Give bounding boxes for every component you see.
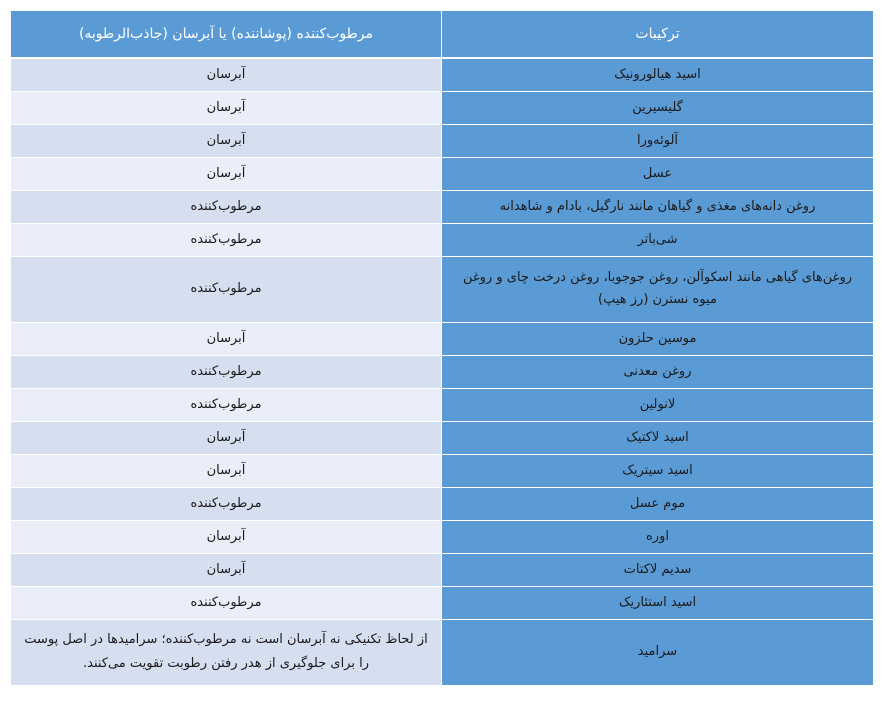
table-row — [11, 619, 874, 685]
type-cell: آبرسان — [11, 58, 442, 91]
type-cell: مرطوب‌کننده — [11, 223, 442, 256]
table-row — [11, 322, 874, 355]
type-cell: آبرسان — [11, 124, 442, 157]
ingredient-cell: اسید استئاریک — [442, 586, 874, 619]
type-cell: آبرسان — [11, 454, 442, 487]
table-row — [11, 454, 874, 487]
type-cell: مرطوب‌کننده — [11, 487, 442, 520]
header-ingredients: ترکیبات — [442, 11, 874, 59]
ingredient-cell: لانولین — [442, 388, 874, 421]
table-row — [11, 91, 874, 124]
table-row — [11, 256, 874, 322]
table-row — [11, 124, 874, 157]
table-row — [11, 388, 874, 421]
type-cell: آبرسان — [11, 91, 442, 124]
ingredient-cell: عسل — [442, 157, 874, 190]
ingredient-cell: سدیم لاکتات — [442, 553, 874, 586]
ingredient-cell: روغن معدنی — [442, 355, 874, 388]
table-row — [11, 355, 874, 388]
table-row — [11, 520, 874, 553]
table-row — [11, 223, 874, 256]
ingredient-cell: اسید لاکتیک — [442, 421, 874, 454]
table-row — [11, 586, 874, 619]
type-cell: آبرسان — [11, 520, 442, 553]
type-cell: آبرسان — [11, 553, 442, 586]
table-row — [11, 58, 874, 91]
type-cell: از لحاظ تکنیکی نه آبرسان است نه مرطوب‌کننده؛ سرامیدها در اصل پوست را برای جلوگیری از هدر رفتن رطوبت تقویت می‌کنند. — [11, 619, 442, 685]
table-row — [11, 553, 874, 586]
ingredient-cell: موم عسل — [442, 487, 874, 520]
type-cell: آبرسان — [11, 322, 442, 355]
ingredient-cell: روغن‌های گیاهی مانند اسکوآلن، روغن جوجوبا، روغن درخت چای و روغن میوه نسترن (رز هیپ) — [442, 256, 874, 322]
header-type: مرطوب‌کننده (پوشاننده) یا آبرسان (جاذب‌الرطوبه) — [11, 11, 442, 59]
type-cell: مرطوب‌کننده — [11, 355, 442, 388]
table-container — [10, 10, 873, 686]
ingredient-cell: موسین حلزون — [442, 322, 874, 355]
ingredient-cell: روغن دانه‌های مغذی و گیاهان مانند نارگیل، بادام و شاهدانه — [442, 190, 874, 223]
table-row — [11, 487, 874, 520]
table-row — [11, 157, 874, 190]
ingredient-cell: سرامید — [442, 619, 874, 685]
type-cell: مرطوب‌کننده — [11, 586, 442, 619]
ingredient-cell: آلوئه‌ورا — [442, 124, 874, 157]
type-cell: آبرسان — [11, 157, 442, 190]
ingredients-table — [10, 10, 874, 686]
ingredient-cell: اسید هیالورونیک — [442, 58, 874, 91]
type-cell: آبرسان — [11, 421, 442, 454]
table-row — [11, 421, 874, 454]
type-cell: مرطوب‌کننده — [11, 190, 442, 223]
type-cell: مرطوب‌کننده — [11, 388, 442, 421]
ingredient-cell: اسید سیتریک — [442, 454, 874, 487]
ingredient-cell: شی‌باتر — [442, 223, 874, 256]
ingredient-cell: گلیسیرین — [442, 91, 874, 124]
ingredient-cell: اوره — [442, 520, 874, 553]
table-header-row — [11, 11, 874, 59]
table-row — [11, 190, 874, 223]
type-cell: مرطوب‌کننده — [11, 256, 442, 322]
